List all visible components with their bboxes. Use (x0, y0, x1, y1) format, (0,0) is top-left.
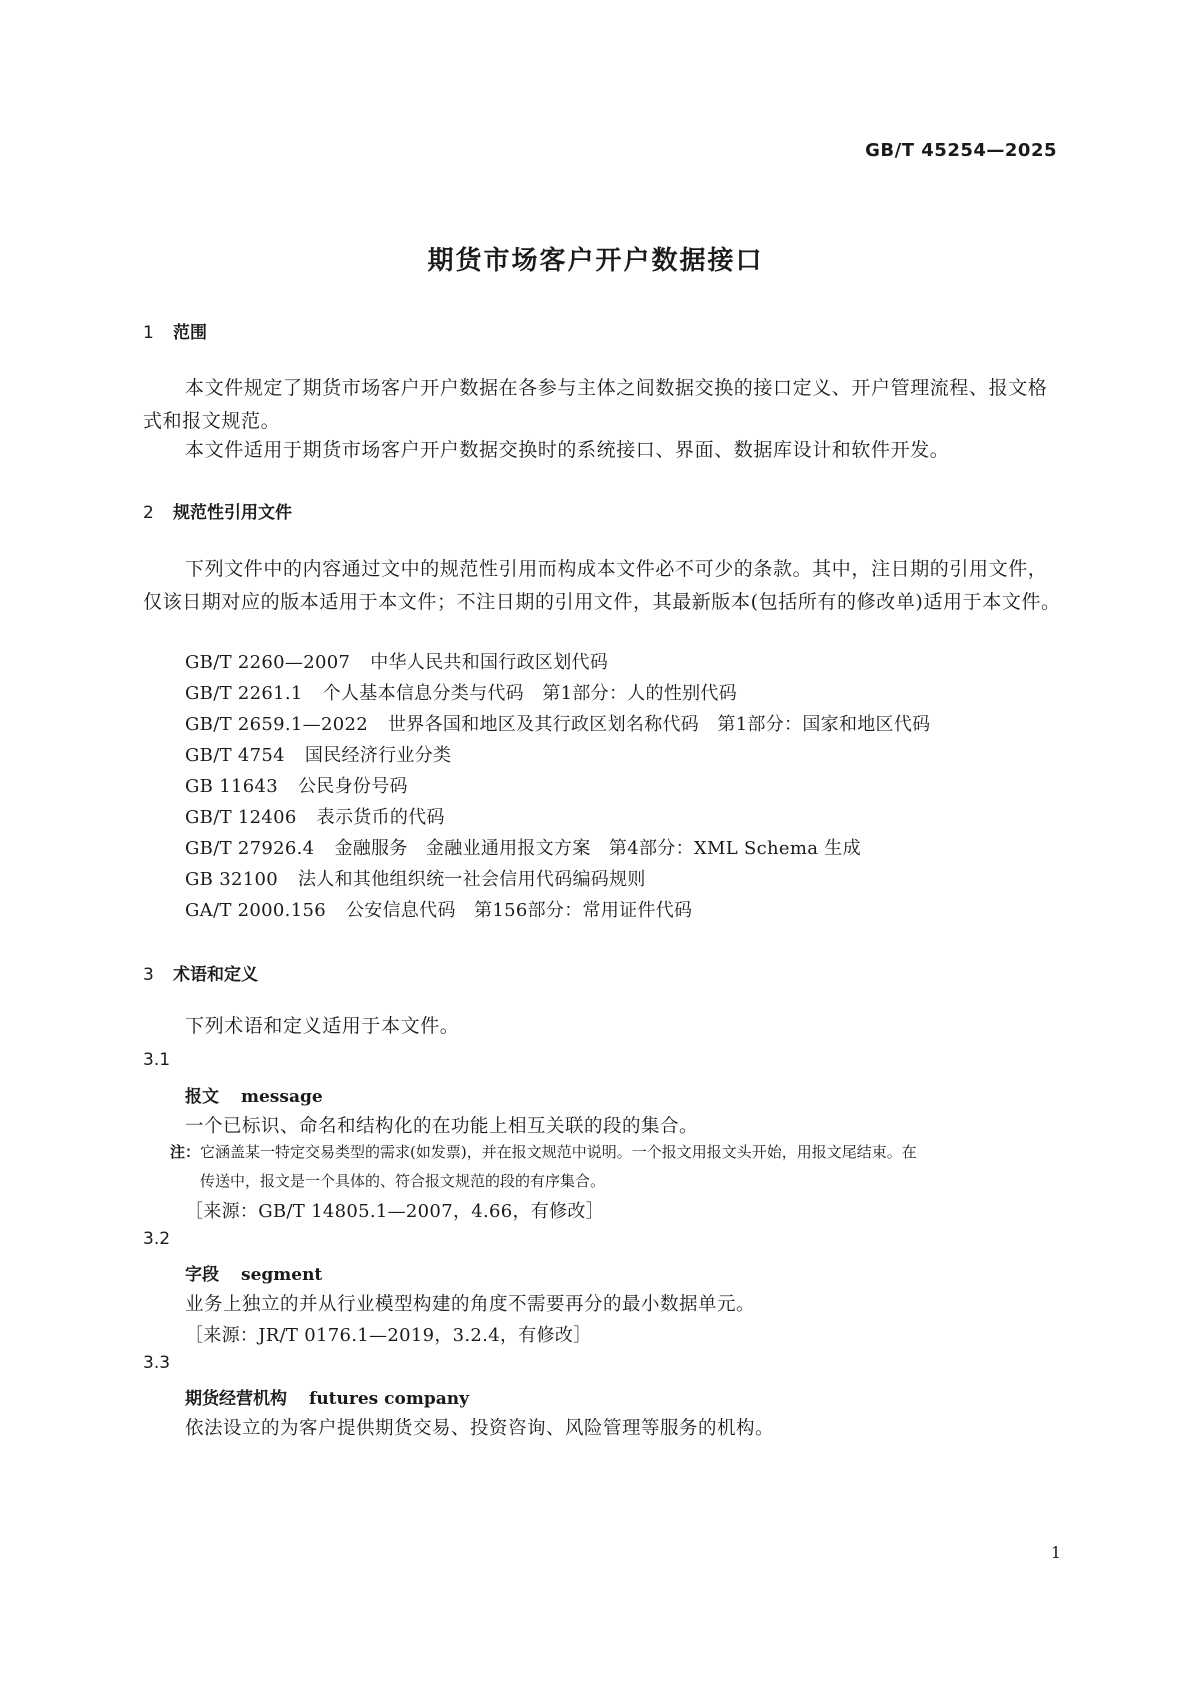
reference-title: 国民经济行业分类 (304, 745, 452, 766)
section-title: 规范性引用文件 (173, 503, 292, 523)
page-number: 1 (1050, 1543, 1061, 1562)
term-source: ［来源：JR/T 0176.1—2019，3.2.4，有修改］ (185, 1325, 592, 1346)
note-line-2: 传送中，报文是一个具体的、符合报文规范的段的有序集合。 (200, 1172, 606, 1190)
section-number: 1 (143, 323, 154, 343)
note-line-1: 它涵盖某一特定交易类型的需求(如发票)，并在报文规范中说明。一个报文用报文头开始，用报文尾结束。在 (200, 1143, 917, 1161)
term-note (170, 1138, 1060, 1196)
terms-intro: 下列术语和定义适用于本文件。 (185, 1015, 460, 1037)
reference-item (185, 832, 861, 865)
section-title: 术语和定义 (173, 965, 258, 985)
reference-code: GB/T 2261.1 (185, 683, 303, 704)
term-definition: 业务上独立的并从行业模型构建的角度不需要再分的最小数据单元。 (185, 1294, 756, 1315)
section-heading-normative-references (143, 498, 292, 523)
reference-code: GB 11643 (185, 776, 278, 797)
reference-title: 法人和其他组织统一社会信用代码编码规则 (298, 869, 646, 890)
term-zh: 报文 (185, 1087, 219, 1107)
scope-paragraph-1: 本文件规定了期货市场客户开户数据在各参与主体之间数据交换的接口定义、开户管理流程、报文格式和报文规范。 (143, 377, 1048, 432)
section-heading-terms (143, 960, 258, 985)
term-zh: 字段 (185, 1265, 219, 1285)
reference-item (185, 646, 608, 679)
term-number: 3.1 (143, 1050, 171, 1070)
term-definition: 依法设立的为客户提供期货交易、投资咨询、风险管理等服务的机构。 (185, 1418, 775, 1439)
note-label: 注： (170, 1143, 201, 1161)
term-en: segment (241, 1265, 323, 1285)
reference-item (185, 894, 692, 927)
reference-code: GB/T 12406 (185, 807, 297, 828)
reference-item (185, 801, 445, 834)
standard-code: GB/T 45254—2025 (865, 140, 1057, 161)
reference-item (185, 770, 408, 803)
reference-title: 表示货币的代码 (316, 807, 445, 828)
section-number: 2 (143, 503, 154, 523)
reference-title: 金融服务 金融业通用报文方案 第4部分：XML Schema 生成 (334, 838, 861, 859)
reference-title: 公安信息代码 第156部分：常用证件代码 (345, 900, 693, 921)
reference-code: GB 32100 (185, 869, 278, 890)
term-heading (185, 1260, 322, 1285)
term-source: ［来源：GB/T 14805.1—2007，4.66，有修改］ (185, 1201, 605, 1222)
reference-item (185, 739, 451, 772)
reference-title: 个人基本信息分类与代码 第1部分：人的性别代码 (322, 683, 738, 704)
reference-title: 中华人民共和国行政区划代码 (370, 652, 609, 673)
reference-code: GA/T 2000.156 (185, 900, 326, 921)
section-number: 3 (143, 965, 154, 985)
section-title: 范围 (173, 323, 207, 343)
reference-title: 世界各国和地区及其行政区划名称代码 第1部分：国家和地区代码 (388, 714, 931, 735)
term-en: futures company (309, 1389, 469, 1409)
reference-code: GB/T 2260—2007 (185, 652, 351, 673)
reference-item (185, 677, 737, 710)
section-heading-scope (143, 318, 207, 343)
document-title: 期货市场客户开户数据接口 (427, 246, 764, 276)
term-number: 3.3 (143, 1353, 171, 1373)
term-definition: 一个已标识、命名和结构化的在功能上相互关联的段的集合。 (185, 1116, 699, 1137)
term-zh: 期货经营机构 (185, 1389, 287, 1409)
reference-code: GB/T 4754 (185, 745, 285, 766)
reference-item (185, 708, 930, 741)
scope-paragraph-2: 本文件适用于期货市场客户开户数据交换时的系统接口、界面、数据库设计和软件开发。 (185, 439, 950, 461)
term-heading (185, 1082, 323, 1107)
term-en: message (241, 1087, 323, 1107)
term-number: 3.2 (143, 1229, 171, 1249)
reference-code: GB/T 2659.1—2022 (185, 714, 368, 735)
reference-title: 公民身份号码 (298, 776, 408, 797)
term-heading (185, 1384, 469, 1409)
references-paragraph: 下列文件中的内容通过文中的规范性引用而构成本文件必不可少的条款。其中，注日期的引用文件，仅该日期对应的版本适用于本文件；不注日期的引用文件，其最新版本(包括所有的修改单)适用于本文件。 (143, 558, 1061, 613)
reference-item (185, 863, 646, 896)
reference-code: GB/T 27926.4 (185, 838, 315, 859)
